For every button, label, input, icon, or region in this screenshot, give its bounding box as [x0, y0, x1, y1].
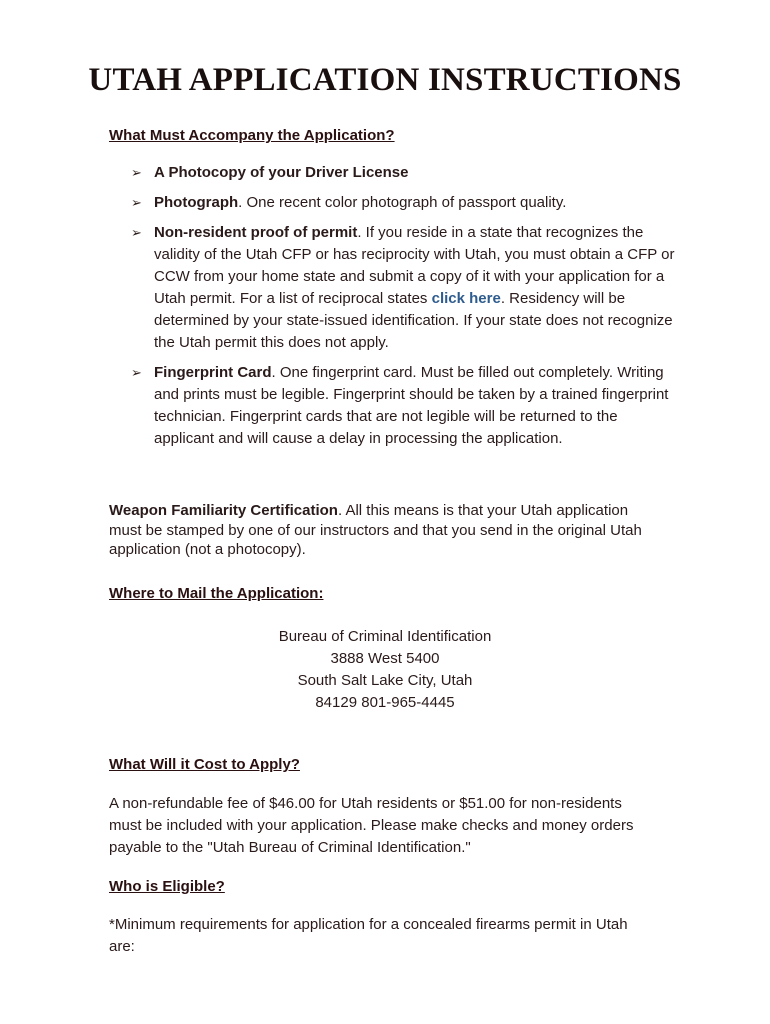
address-line: South Salt Lake City, Utah [297, 672, 473, 689]
list-item-license [131, 162, 676, 184]
item-bold-label: Non-resident proof of permit [154, 224, 358, 241]
weapon-bold-label: Weapon Familiarity Certification [109, 502, 338, 519]
weapon-text: . All this means is that your Utah application must be stamped by one of our instructors and that you send in the original Utah application (not a photocopy). [109, 502, 642, 558]
item-bold-label: Photograph [154, 194, 239, 211]
item-text: . One recent color photograph of passport quality. [238, 194, 567, 211]
arrow-bullet-icon: ➢ [131, 365, 142, 380]
heading-mail: Where to Mail the Application: [109, 585, 324, 602]
requirements-list [131, 162, 676, 450]
list-item-fingerprint [131, 362, 676, 450]
reciprocal-states-link[interactable]: click here [431, 290, 501, 307]
eligible-paragraph: *Minimum requirements for application for a concealed firearms permit in Utah are: [109, 916, 628, 955]
item-bold-label: A Photocopy of your Driver License [154, 164, 409, 181]
item-text-after: . Residency will be determined by your state-issued identification. If your state does not recognize the Utah permit this does not apply. [154, 290, 673, 351]
list-item-photograph [131, 192, 676, 214]
item-text: . One fingerprint card. Must be filled out completely. Writing and prints must be legible. Fingerprint should be taken by a trained fingerprint technician. Fingerprint cards that are not legible will be returned to the applicant and will cause a delay in processing the application. [154, 364, 669, 447]
item-text: . If you reside in a state that recognizes the validity of the Utah CFP or has reciprocity with Utah, you must obtain a CFP or CCW from your home state and submit a copy of it with your application for a Utah permit. For a list of reciprocal states [154, 224, 675, 307]
address-line: 3888 West 5400 [330, 650, 440, 667]
arrow-bullet-icon: ➢ [131, 195, 142, 210]
heading-eligible: Who is Eligible? [109, 878, 225, 895]
page-title: UTAH APPLICATION INSTRUCTIONS [88, 62, 682, 98]
arrow-bullet-icon: ➢ [131, 165, 142, 180]
mailing-address [0, 626, 770, 714]
weapon-certification-paragraph [109, 501, 664, 560]
heading-cost: What Will it Cost to Apply? [109, 756, 300, 773]
list-item-nonresident [131, 222, 676, 354]
item-bold-label: Fingerprint Card [154, 364, 272, 381]
arrow-bullet-icon: ➢ [131, 225, 142, 240]
address-line: 84129 801-965-4445 [315, 694, 455, 711]
heading-accompany: What Must Accompany the Application? [109, 127, 395, 144]
cost-paragraph: A non-refundable fee of $46.00 for Utah residents or $51.00 for non-residents must be included with your application. Please make checks and money orders payable to the "Utah Bureau of Criminal Identification." [109, 795, 634, 856]
address-line: Bureau of Criminal Identification [278, 628, 492, 645]
